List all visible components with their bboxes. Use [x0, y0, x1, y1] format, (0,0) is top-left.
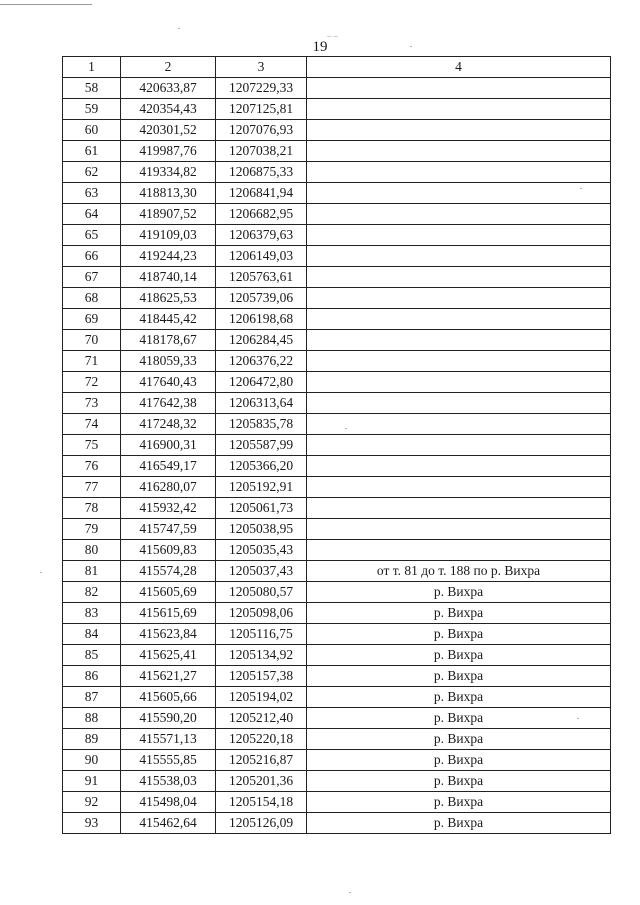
scan-speck: [345, 428, 347, 429]
cell-description: р. Вихра: [307, 666, 611, 687]
cell-point: 59: [63, 99, 121, 120]
header-cell-point: 1: [63, 57, 121, 78]
table-row: [63, 666, 611, 687]
cell-description: [307, 540, 611, 561]
cell-y: 1205739,06: [216, 288, 307, 309]
cell-point: 64: [63, 204, 121, 225]
cell-y: 1207229,33: [216, 78, 307, 99]
cell-y: 1205035,43: [216, 540, 307, 561]
table-row: [63, 603, 611, 624]
cell-y: 1205134,92: [216, 645, 307, 666]
cell-y: 1205192,91: [216, 477, 307, 498]
table-row: [63, 645, 611, 666]
table-row: [63, 204, 611, 225]
table-row: [63, 162, 611, 183]
page-number: [0, 33, 640, 56]
cell-y: 1207125,81: [216, 99, 307, 120]
cell-point: 79: [63, 519, 121, 540]
cell-x: 415609,83: [121, 540, 216, 561]
table-row: [63, 561, 611, 582]
cell-x: 416280,07: [121, 477, 216, 498]
cell-y: 1205037,43: [216, 561, 307, 582]
scan-speck: [349, 892, 351, 893]
cell-x: 420301,52: [121, 120, 216, 141]
cell-point: 61: [63, 141, 121, 162]
cell-point: 67: [63, 267, 121, 288]
cell-x: 418445,42: [121, 309, 216, 330]
cell-x: 419987,76: [121, 141, 216, 162]
cell-y: 1205061,73: [216, 498, 307, 519]
table-row: [63, 729, 611, 750]
cell-y: 1205194,02: [216, 687, 307, 708]
cell-description: р. Вихра: [307, 813, 611, 834]
cell-x: 415621,27: [121, 666, 216, 687]
cell-y: 1205835,78: [216, 414, 307, 435]
cell-description: [307, 99, 611, 120]
cell-y: 1206284,45: [216, 330, 307, 351]
cell-x: 415623,84: [121, 624, 216, 645]
cell-x: 415605,66: [121, 687, 216, 708]
cell-point: 88: [63, 708, 121, 729]
cell-y: 1205220,18: [216, 729, 307, 750]
cell-x: 418625,53: [121, 288, 216, 309]
cell-y: 1205587,99: [216, 435, 307, 456]
cell-point: 68: [63, 288, 121, 309]
scan-speck: [40, 572, 42, 573]
cell-x: 416900,31: [121, 435, 216, 456]
table-row: [63, 540, 611, 561]
cell-description: р. Вихра: [307, 645, 611, 666]
cell-point: 92: [63, 792, 121, 813]
cell-y: 1207038,21: [216, 141, 307, 162]
cell-description: [307, 141, 611, 162]
scan-speck: [178, 28, 180, 29]
cell-y: 1205080,57: [216, 582, 307, 603]
cell-y: 1206841,94: [216, 183, 307, 204]
cell-point: 66: [63, 246, 121, 267]
cell-x: 418907,52: [121, 204, 216, 225]
cell-point: 75: [63, 435, 121, 456]
cell-point: 93: [63, 813, 121, 834]
table-row: [63, 309, 611, 330]
cell-x: 415538,03: [121, 771, 216, 792]
cell-x: 419109,03: [121, 225, 216, 246]
cell-point: 71: [63, 351, 121, 372]
table-row: [63, 456, 611, 477]
cell-x: 417248,32: [121, 414, 216, 435]
coordinates-table: [62, 56, 611, 834]
cell-point: 62: [63, 162, 121, 183]
cell-x: 415498,04: [121, 792, 216, 813]
cell-description: [307, 435, 611, 456]
table-row: [63, 78, 611, 99]
cell-y: 1206149,03: [216, 246, 307, 267]
cell-description: р. Вихра: [307, 771, 611, 792]
cell-description: р. Вихра: [307, 708, 611, 729]
cell-description: р. Вихра: [307, 624, 611, 645]
cell-point: 70: [63, 330, 121, 351]
cell-point: 82: [63, 582, 121, 603]
cell-y: 1205212,40: [216, 708, 307, 729]
cell-x: 418813,30: [121, 183, 216, 204]
cell-y: 1205201,36: [216, 771, 307, 792]
cell-point: 76: [63, 456, 121, 477]
cell-description: [307, 456, 611, 477]
cell-description: р. Вихра: [307, 750, 611, 771]
cell-x: 415625,41: [121, 645, 216, 666]
table-row: [63, 267, 611, 288]
cell-x: 417642,38: [121, 393, 216, 414]
cell-point: 87: [63, 687, 121, 708]
table-row: [63, 288, 611, 309]
cell-point: 86: [63, 666, 121, 687]
cell-description: [307, 162, 611, 183]
cell-y: 1206198,68: [216, 309, 307, 330]
table-header-row: [63, 57, 611, 78]
cell-y: 1205216,87: [216, 750, 307, 771]
cell-point: 63: [63, 183, 121, 204]
cell-y: 1206472,80: [216, 372, 307, 393]
cell-description: [307, 330, 611, 351]
table-row: [63, 435, 611, 456]
header-cell-x: 2: [121, 57, 216, 78]
cell-y: 1205366,20: [216, 456, 307, 477]
cell-point: 91: [63, 771, 121, 792]
cell-y: 1205116,75: [216, 624, 307, 645]
table-row: [63, 771, 611, 792]
scan-speck: [577, 718, 579, 719]
cell-x: 415932,42: [121, 498, 216, 519]
table-row: [63, 813, 611, 834]
table-row: [63, 246, 611, 267]
cell-point: 85: [63, 645, 121, 666]
table-row: [63, 330, 611, 351]
cell-x: 415605,69: [121, 582, 216, 603]
table-row: [63, 687, 611, 708]
cell-description: [307, 309, 611, 330]
cell-description: р. Вихра: [307, 729, 611, 750]
cell-description: [307, 519, 611, 540]
table-row: [63, 372, 611, 393]
cell-point: 73: [63, 393, 121, 414]
page-number-dash: ‾ ‾: [327, 36, 338, 48]
cell-y: 1206376,22: [216, 351, 307, 372]
table-row: [63, 414, 611, 435]
header-cell-y: 3: [216, 57, 307, 78]
cell-x: 420633,87: [121, 78, 216, 99]
cell-point: 89: [63, 729, 121, 750]
cell-y: 1206682,95: [216, 204, 307, 225]
table-row: [63, 519, 611, 540]
cell-y: 1206379,63: [216, 225, 307, 246]
cell-point: 58: [63, 78, 121, 99]
scan-speck: [410, 46, 412, 47]
table-row: [63, 351, 611, 372]
cell-x: 417640,43: [121, 372, 216, 393]
table-row: [63, 183, 611, 204]
cell-point: 77: [63, 477, 121, 498]
cell-description: [307, 204, 611, 225]
cell-description: [307, 267, 611, 288]
table-row: [63, 225, 611, 246]
cell-description: [307, 414, 611, 435]
scan-speck: [580, 188, 582, 189]
cell-x: 420354,43: [121, 99, 216, 120]
cell-description: [307, 498, 611, 519]
cell-point: 78: [63, 498, 121, 519]
page-number-value: 19: [312, 39, 328, 55]
cell-x: 418740,14: [121, 267, 216, 288]
table-row: [63, 120, 611, 141]
table-row: [63, 498, 611, 519]
cell-x: 419244,23: [121, 246, 216, 267]
cell-description: [307, 120, 611, 141]
cell-description: [307, 246, 611, 267]
cell-y: 1205098,06: [216, 603, 307, 624]
cell-point: 60: [63, 120, 121, 141]
table-row: [63, 582, 611, 603]
cell-point: 80: [63, 540, 121, 561]
cell-point: 69: [63, 309, 121, 330]
cell-description: от т. 81 до т. 188 по р. Вихра: [307, 561, 611, 582]
cell-point: 84: [63, 624, 121, 645]
cell-description: [307, 225, 611, 246]
cell-description: [307, 477, 611, 498]
table-row: [63, 477, 611, 498]
table-row: [63, 750, 611, 771]
cell-x: 415590,20: [121, 708, 216, 729]
cell-description: р. Вихра: [307, 792, 611, 813]
cell-y: 1207076,93: [216, 120, 307, 141]
cell-description: [307, 78, 611, 99]
cell-description: р. Вихра: [307, 687, 611, 708]
cell-y: 1206875,33: [216, 162, 307, 183]
cell-y: 1205154,18: [216, 792, 307, 813]
cell-point: 65: [63, 225, 121, 246]
cell-x: 415615,69: [121, 603, 216, 624]
cell-x: 415571,13: [121, 729, 216, 750]
cell-point: 81: [63, 561, 121, 582]
cell-x: 415574,28: [121, 561, 216, 582]
cell-point: 83: [63, 603, 121, 624]
cell-description: р. Вихра: [307, 603, 611, 624]
scan-edge-line: [0, 4, 92, 5]
cell-y: 1205038,95: [216, 519, 307, 540]
table-row: [63, 141, 611, 162]
header-cell-description: 4: [307, 57, 611, 78]
cell-description: [307, 372, 611, 393]
cell-y: 1206313,64: [216, 393, 307, 414]
cell-y: 1205126,09: [216, 813, 307, 834]
cell-point: 72: [63, 372, 121, 393]
cell-x: 418059,33: [121, 351, 216, 372]
cell-point: 74: [63, 414, 121, 435]
cell-y: 1205763,61: [216, 267, 307, 288]
cell-x: 418178,67: [121, 330, 216, 351]
cell-x: 415747,59: [121, 519, 216, 540]
table-row: [63, 393, 611, 414]
table-body: [63, 78, 611, 834]
cell-x: 415555,85: [121, 750, 216, 771]
cell-point: 90: [63, 750, 121, 771]
table-row: [63, 99, 611, 120]
cell-y: 1205157,38: [216, 666, 307, 687]
cell-x: 416549,17: [121, 456, 216, 477]
cell-description: [307, 288, 611, 309]
cell-description: р. Вихра: [307, 582, 611, 603]
cell-x: 419334,82: [121, 162, 216, 183]
cell-description: [307, 183, 611, 204]
table-row: [63, 624, 611, 645]
cell-x: 415462,64: [121, 813, 216, 834]
cell-description: [307, 351, 611, 372]
table-row: [63, 792, 611, 813]
table-row: [63, 708, 611, 729]
cell-description: [307, 393, 611, 414]
